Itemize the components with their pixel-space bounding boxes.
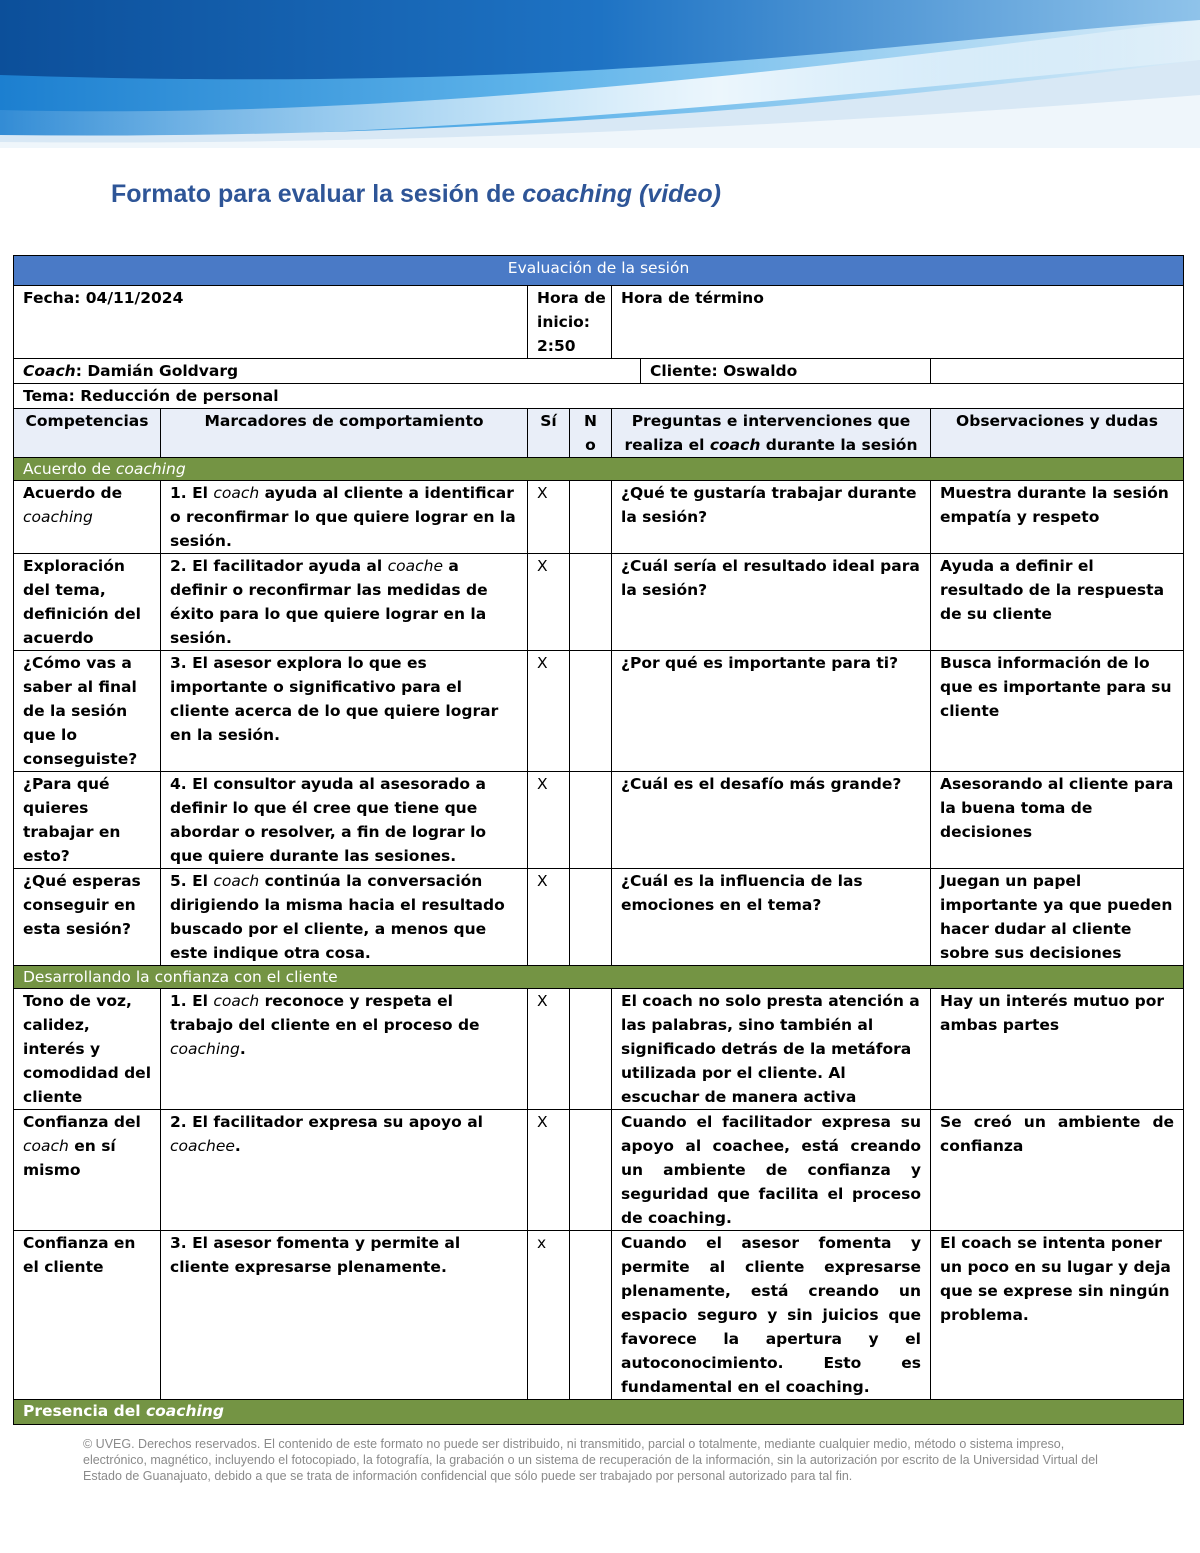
column-header-row — [14, 409, 1184, 458]
col-header-preguntas-pre: Preguntas e intervenciones que realiza el — [624, 412, 911, 454]
marker-text: 1. El — [170, 992, 214, 1010]
observation-cell: Se creó un ambiente de confianza — [931, 1110, 1184, 1231]
marker-cell — [161, 1110, 528, 1231]
coach-row-spacer — [931, 359, 1184, 384]
section-title-pre: Presencia del — [23, 1402, 146, 1420]
col-header-preguntas — [612, 409, 931, 458]
question-cell: ¿Cuál es la influencia de las emociones en el tema? — [612, 869, 931, 966]
col-header-si: Sí — [528, 409, 570, 458]
marker-text-post: continúa la conversación dirigiendo la misma hacia el resultado buscado por el cliente, a menos que este indique otra cosa. — [170, 872, 505, 962]
document-title — [111, 180, 721, 209]
observation-cell: Muestra durante la sesión empatía y respeto — [931, 481, 1184, 554]
marker-text: 2. El facilitador ayuda al — [170, 557, 388, 575]
marker-cell: 3. El asesor explora lo que es importante o significativo para el cliente acerca de lo que quiere lograr en la sesión. — [161, 651, 528, 772]
section-title-italic: coaching — [115, 460, 186, 478]
competency-text-post: en sí mismo — [23, 1137, 116, 1179]
competency-text: Acuerdo de — [23, 484, 123, 502]
marker-text-post: ayuda al cliente a identificar o reconfirmar lo que quiere lograr en la sesión. — [170, 484, 516, 550]
table-row — [14, 869, 1184, 966]
competency-cell: Tono de voz, calidez, interés y comodidad del cliente — [14, 989, 161, 1110]
marker-text-post-2: . — [239, 1040, 246, 1058]
marker-italic: coachee — [170, 1137, 235, 1155]
competency-cell: ¿Para qué quieres trabajar en esto? — [14, 772, 161, 869]
observation-cell: Hay un interés mutuo por ambas partes — [931, 989, 1184, 1110]
topic-row — [14, 384, 1184, 409]
section-title — [14, 1400, 1184, 1425]
marker-cell — [161, 554, 528, 651]
section-header-row — [14, 458, 1184, 481]
date-row — [14, 286, 1184, 359]
competency-italic: coaching — [23, 508, 93, 526]
question-cell: El coach no solo presta atención a las palabras, sino también al significado detrás de la metáfora utilizada por el cliente. Al escuchar de manera activa — [612, 989, 931, 1110]
coach-row — [14, 359, 1184, 384]
marker-italic: coach — [213, 872, 260, 890]
col-header-no: No — [570, 409, 612, 458]
marker-cell — [161, 481, 528, 554]
observation-cell: Juegan un papel importante ya que pueden hacer dudar al cliente sobre sus decisiones — [931, 869, 1184, 966]
question-cell: ¿Cuál sería el resultado ideal para la sesión? — [612, 554, 931, 651]
marker-italic: coach — [213, 992, 260, 1010]
yes-cell: X — [528, 1110, 570, 1231]
marker-text-post: reconoce y respeta el trabajo del cliente en el proceso de — [170, 992, 480, 1034]
competency-cell — [14, 1110, 161, 1231]
marker-italic: coache — [387, 557, 443, 575]
competency-cell — [14, 481, 161, 554]
yes-cell: X — [528, 772, 570, 869]
question-cell: Cuando el asesor fomenta y permite al cliente expresarse plenamente, está creando un espacio seguro y sin juicios que favorece la apertura y el autoconocimiento. Esto es fundamental en el coaching. — [612, 1231, 931, 1400]
competency-cell: ¿Qué esperas conseguir en esta sesión? — [14, 869, 161, 966]
competency-italic: coach — [23, 1137, 69, 1155]
yes-cell: X — [528, 554, 570, 651]
marker-text: 5. El — [170, 872, 214, 890]
col-header-observaciones: Observaciones y dudas — [931, 409, 1184, 458]
table-row — [14, 651, 1184, 772]
no-cell — [570, 481, 612, 554]
marker-cell — [161, 869, 528, 966]
no-cell — [570, 989, 612, 1110]
marker-text-post: . — [234, 1137, 241, 1155]
question-cell: Cuando el facilitador expresa su apoyo al coachee, está creando un ambiente de confianza y seguridad que facilita el proceso de coaching. — [612, 1110, 931, 1231]
document-title-prefix: Formato para evaluar la sesión de — [111, 180, 523, 208]
observation-cell: El coach se intenta poner un poco en su lugar y deja que se exprese sin ningún problema. — [931, 1231, 1184, 1400]
competency-text: Confianza del — [23, 1113, 141, 1131]
observation-cell: Busca información de lo que es importante para su cliente — [931, 651, 1184, 772]
no-cell — [570, 651, 612, 772]
yes-cell: X — [528, 989, 570, 1110]
coach-label: Coach — [23, 362, 76, 380]
section-header-row — [14, 966, 1184, 989]
table-row — [14, 481, 1184, 554]
marker-cell: 4. El consultor ayuda al asesorado a definir lo que él cree que tiene que abordar o resolver, a fin de lograr lo que quiere durante las sesiones. — [161, 772, 528, 869]
table-row — [14, 772, 1184, 869]
competency-cell: Exploración del tema, definición del acuerdo — [14, 554, 161, 651]
col-header-marcadores: Marcadores de comportamiento — [161, 409, 528, 458]
no-cell — [570, 1110, 612, 1231]
marker-text: 2. El facilitador expresa su apoyo al — [170, 1113, 483, 1131]
marker-cell: 3. El asesor fomenta y permite al cliente expresarse plenamente. — [161, 1231, 528, 1400]
yes-cell: X — [528, 869, 570, 966]
table-heading-row — [14, 256, 1184, 286]
table-heading: Evaluación de la sesión — [14, 256, 1184, 286]
no-cell — [570, 1231, 612, 1400]
competency-cell: ¿Cómo vas a saber al final de la sesión que lo conseguiste? — [14, 651, 161, 772]
col-header-preguntas-post: durante la sesión — [760, 436, 918, 454]
document-title-italic: coaching (video) — [522, 180, 721, 208]
observation-cell: Ayuda a definir el resultado de la respuesta de su cliente — [931, 554, 1184, 651]
coach-value: : Damián Goldvarg — [75, 362, 239, 380]
table-row — [14, 1110, 1184, 1231]
yes-cell: x — [528, 1231, 570, 1400]
client-field: Cliente: Oswaldo — [640, 359, 797, 384]
marker-cell — [161, 989, 528, 1110]
table-row — [14, 554, 1184, 651]
no-cell — [570, 869, 612, 966]
observation-cell: Asesorando al cliente para la buena toma de decisiones — [931, 772, 1184, 869]
date-field: Fecha: 04/11/2024 — [14, 286, 528, 359]
session-evaluation-table — [13, 255, 1184, 1425]
marker-text: 1. El — [170, 484, 214, 502]
col-header-competencias: Competencias — [14, 409, 161, 458]
question-cell: ¿Por qué es importante para ti? — [612, 651, 931, 772]
question-cell: ¿Qué te gustaría trabajar durante la sesión? — [612, 481, 931, 554]
table-row — [14, 989, 1184, 1110]
competency-cell: Confianza en el cliente — [14, 1231, 161, 1400]
marker-text-post: a definir o reconfirmar las medidas de éxito para lo que quiere lograr en la sesión. — [170, 557, 488, 647]
section-title-pre: Acuerdo de — [23, 460, 116, 478]
header-banner — [0, 0, 1200, 148]
no-cell — [570, 554, 612, 651]
yes-cell: X — [528, 481, 570, 554]
end-time-field: Hora de término — [612, 286, 1184, 359]
copyright-footer: © UVEG. Derechos reservados. El contenido de este formato no puede ser distribuido, ni transmitido, parcial o totalmente, mediante cualquier medio, método o sistema impreso, electrónico, magnético, incluyendo el fotocopiado, la fotografía, la grabación o un sistema de recuperación de la información, sin la autorización por escrito de la Universidad Virtual del Estado de Guanajuato, debido a que se trata de información confidencial que sólo puede ser trabajado por personal autorizado para tal fin. — [83, 1437, 1098, 1483]
yes-cell: X — [528, 651, 570, 772]
section-title-italic: coaching — [145, 1402, 224, 1420]
col-header-preguntas-italic: coach — [709, 436, 761, 454]
marker-italic-2: coaching — [170, 1040, 240, 1058]
coach-field — [14, 359, 931, 384]
start-time-field: Hora de inicio: 2:50 — [528, 286, 612, 359]
table-row — [14, 1231, 1184, 1400]
section-title: Desarrollando la confianza con el cliente — [14, 966, 1184, 989]
marker-italic: coach — [213, 484, 260, 502]
no-cell — [570, 772, 612, 869]
question-cell: ¿Cuál es el desafío más grande? — [612, 772, 931, 869]
section-header-row — [14, 1400, 1184, 1425]
section-title — [14, 458, 1184, 481]
topic-field: Tema: Reducción de personal — [14, 384, 1184, 409]
